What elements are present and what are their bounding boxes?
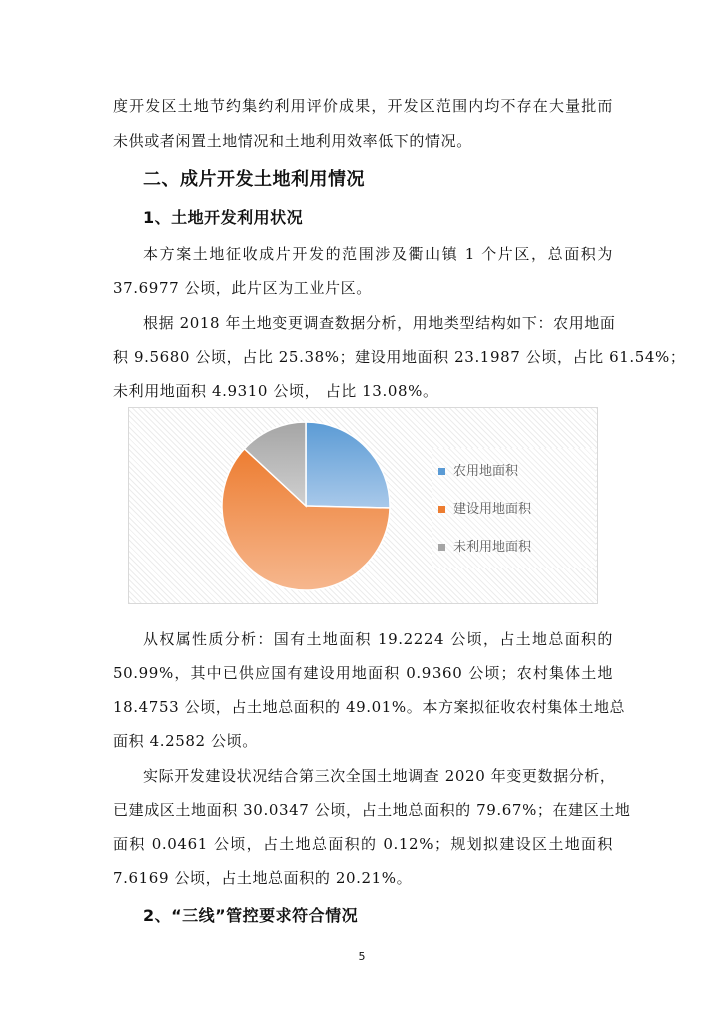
page-number: 5 <box>358 950 366 963</box>
legend-swatch-unused <box>438 544 445 551</box>
legend-item-farmland <box>438 460 518 479</box>
legend-item-unused <box>438 536 531 555</box>
pie-slice-farmland <box>306 422 390 508</box>
para3-line-3: 18.4753 公顷，占土地总面积的 49.01%。本方案拟征收农村集体土地总 <box>113 698 626 716</box>
para2-line-1: 根据 2018 年土地变更调查数据分析，用地类型结构如下：农用地面 <box>143 314 616 332</box>
legend-label-construction: 建设用地面积 <box>453 502 532 517</box>
legend-label-unused: 未利用地面积 <box>453 540 532 555</box>
para1-line-2: 37.6977 公顷，此片区为工业片区。 <box>113 279 372 297</box>
para4-line-3: 面积 0.0461 公顷，占土地总面积的 0.12%；规划拟建设区土地面积 <box>113 835 613 853</box>
para4-line-4: 7.6169 公顷，占土地总面积的 20.21%。 <box>113 869 413 887</box>
intro-line-1: 度开发区土地节约集约利用评价成果，开发区范围内均不存在大量批而 <box>113 97 613 115</box>
legend-label-farmland: 农用地面积 <box>453 464 519 479</box>
intro-line-2: 未供或者闲置土地情况和土地利用效率低下的情况。 <box>113 132 472 150</box>
para3-line-4: 面积 4.2582 公顷。 <box>113 732 258 750</box>
subsection-heading-1: 1、土地开发利用状况 <box>143 208 304 227</box>
legend-swatch-construction <box>438 506 445 513</box>
para2-line-2: 积 9.5680 公顷，占比 25.38%；建设用地面积 23.1987 公顷，占比 61.54%； <box>113 348 686 366</box>
para3-line-1: 从权属性质分析：国有土地面积 19.2224 公顷，占土地总面积的 <box>143 630 613 648</box>
para1-line-1: 本方案土地征收成片开发的范围涉及衢山镇 1 个片区，总面积为 <box>143 245 613 263</box>
section-heading: 二、成片开发土地利用情况 <box>143 169 365 190</box>
subsection-heading-2: 2、“三线”管控要求符合情况 <box>143 906 359 925</box>
para4-line-2: 已建成区土地面积 30.0347 公顷，占土地总面积的 79.67%；在建区土地 <box>113 801 631 819</box>
pie-chart <box>128 407 598 604</box>
para4-line-1: 实际开发建设状况结合第三次全国土地调查 2020 年变更数据分析， <box>143 767 616 785</box>
legend-swatch-farmland <box>438 468 445 475</box>
para2-line-3: 未利用地面积 4.9310 公顷， 占比 13.08%。 <box>113 382 439 400</box>
chart-legend <box>432 448 596 568</box>
legend-item-construction <box>438 498 531 517</box>
para3-line-2: 50.99%，其中已供应国有建设用地面积 0.9360 公顷；农村集体土地 <box>113 664 613 682</box>
